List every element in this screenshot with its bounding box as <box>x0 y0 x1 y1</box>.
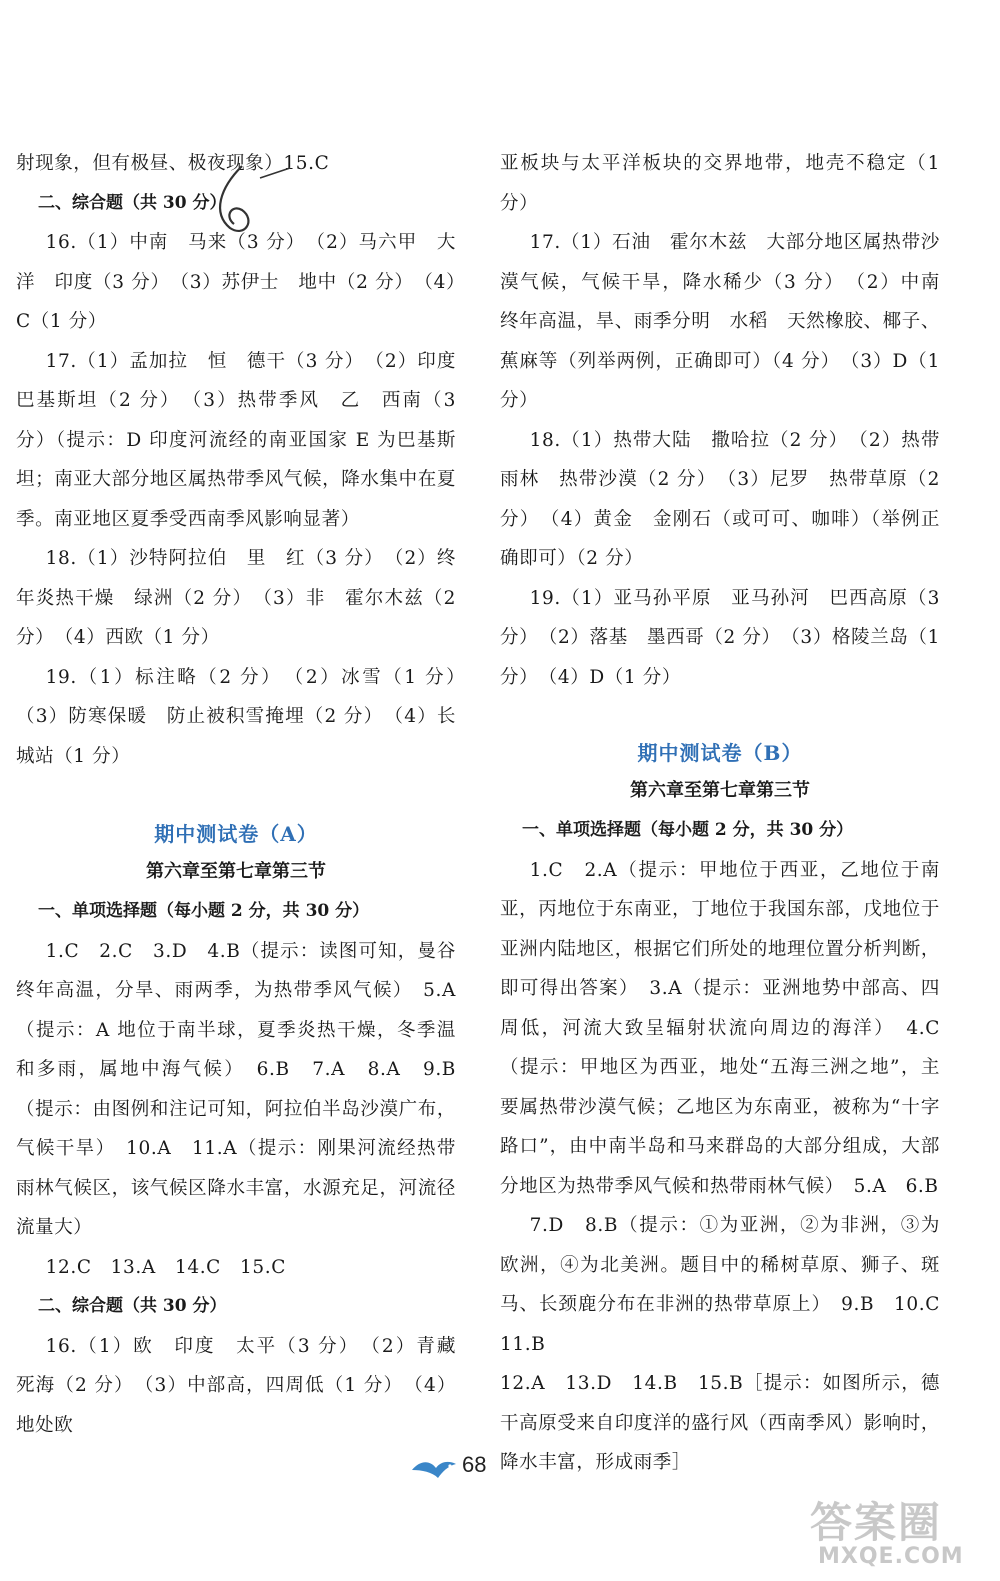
answer-paragraph: 7.D 8.B（提示：①为亚洲，②为非洲，③为欧洲，④为北美洲。题目中的稀树草原、狮子、斑马、长颈鹿分布在非洲的热带草原上） 9.B 10.C 11.B <box>500 1215 960 1355</box>
answer-paragraph: 射现象，但有极昼、极夜现象）15.C <box>16 153 330 174</box>
watermark-logo <box>800 1490 992 1576</box>
watermark-text: 答案圈 <box>810 1498 943 1547</box>
section-heading: 二、综合题（共 30 分） <box>38 1296 227 1316</box>
bird-logo-icon <box>410 1456 458 1482</box>
answer-paragraph: 17.（1）孟加拉 恒 德干（3 分） （2）印度 巴基斯坦（2 分） （3）热带季风 乙 西南（3 分）（提示：D 印度河流经的南亚国家 E 为巴基斯坦；南亚大部分地区属热带季风气候，降水集中在夏季。南亚地区夏季受西南季风影响显著） <box>16 350 476 530</box>
exam-title: 期中测试卷（B） <box>637 741 803 765</box>
answer-paragraph: 12.A 13.D 14.B 15.B［提示：如图所示，德干高原受来自印度洋的盛行风（西南季风）影响时，降水丰富，形成雨季］ <box>500 1373 940 1473</box>
exam-subtitle: 第六章至第七章第三节 <box>146 861 326 882</box>
watermark-url: MXQE.COM <box>818 1544 964 1569</box>
page-number: 68 <box>462 1452 487 1477</box>
answer-paragraph: 17.（1）石油 霍尔木兹 大部分地区属热带沙漠气候，气候干旱，降水稀少（3 分） （2）中南 终年高温，旱、雨季分明 水稻 天然橡胶、椰子、蕉麻等（列举两例，正确即可）（4 分） （3）D（1 分） <box>500 232 960 411</box>
right-column <box>500 144 960 1483</box>
section-heading: 二、综合题（共 30 分） <box>38 192 227 213</box>
answer-paragraph: 1.C 2.C 3.D 4.B（提示：读图可知，曼谷终年高温，分旱、雨两季，为热带季风气候） 5.A（提示：A 地位于南半球，夏季炎热干燥，冬季温和多雨，属地中海气候） 6.B 7.A 8.A 9.B（提示：由图例和注记可知，阿拉伯半岛沙漠广布，气候干旱） 10.A 11.A（提示：刚果河流经热带雨林气候区，该气候区降水丰富，水源充足，河流径流量大） <box>16 940 456 1238</box>
answer-paragraph: 12.C 13.A 14.C 15.C <box>45 1256 287 1278</box>
section-heading: 一、单项选择题（每小题 2 分，共 30 分） <box>38 901 370 921</box>
exam-title: 期中测试卷（A） <box>154 822 318 846</box>
answer-paragraph: 19.（1）标注略（2 分） （2）冰雪（1 分） （3）防寒保暖 防止被积雪掩埋（2 分） （4）长城站（1 分） <box>16 666 476 767</box>
answer-paragraph: 18.（1）沙特阿拉伯 里 红（3 分） （2）终年炎热干燥 绿洲（2 分） （3）非 霍尔木兹（2 分） （4）西欧（1 分） <box>16 548 456 648</box>
answer-paragraph: 1.C 2.A（提示：甲地位于西亚，乙地位于南亚，丙地位于东南亚，丁地位于我国东部，戊地位于亚洲内陆地区，根据它们所处的地理位置分析判断，即可得出答案） 3.A（提示：亚洲地势中部高、四周低，河流大致呈辐射状流向周边的海洋） 4.C（提示：甲地区为西亚，地处“五海三洲之地”，主要属热带沙漠气候；乙地区为东南亚，被称为“十字路口”，由中南半岛和马来群岛的大部分组成，大部分地区为热带季风气候和热带雨林气候） 5.A 6.B <box>500 859 940 1197</box>
section-heading: 一、单项选择题（每小题 2 分，共 30 分） <box>522 820 854 840</box>
answer-paragraph: 亚板块与太平洋板块的交界地带，地壳不稳定（1 分） <box>500 153 940 214</box>
page-footer <box>0 1448 1000 1488</box>
answer-paragraph: 19.（1）亚马孙平原 亚马孙河 巴西高原（3 分） （2）落基 墨西哥（2 分） （3）格陵兰岛（1 分） （4）D（1 分） <box>500 587 940 688</box>
answer-paragraph: 16.（1）中南 马来（3 分） （2）马六甲 大洋 印度（3 分） （3）苏伊士 地中（2 分） （4）C（1 分） <box>16 232 456 332</box>
answer-paragraph: 18.（1）热带大陆 撒哈拉（2 分） （2）热带雨林 热带沙漠（2 分） （3）尼罗 热带草原（2 分） （4）黄金 金刚石（或可可、咖啡）（举例正确即可）（2 分） <box>500 429 940 569</box>
left-column <box>16 144 476 1445</box>
exam-subtitle: 第六章至第七章第三节 <box>630 780 810 801</box>
answer-paragraph: 16.（1）欧 印度 太平（3 分） （2）青藏 死海（2 分） （3）中部高，四周低（1 分） （4）地处欧 <box>16 1335 476 1436</box>
